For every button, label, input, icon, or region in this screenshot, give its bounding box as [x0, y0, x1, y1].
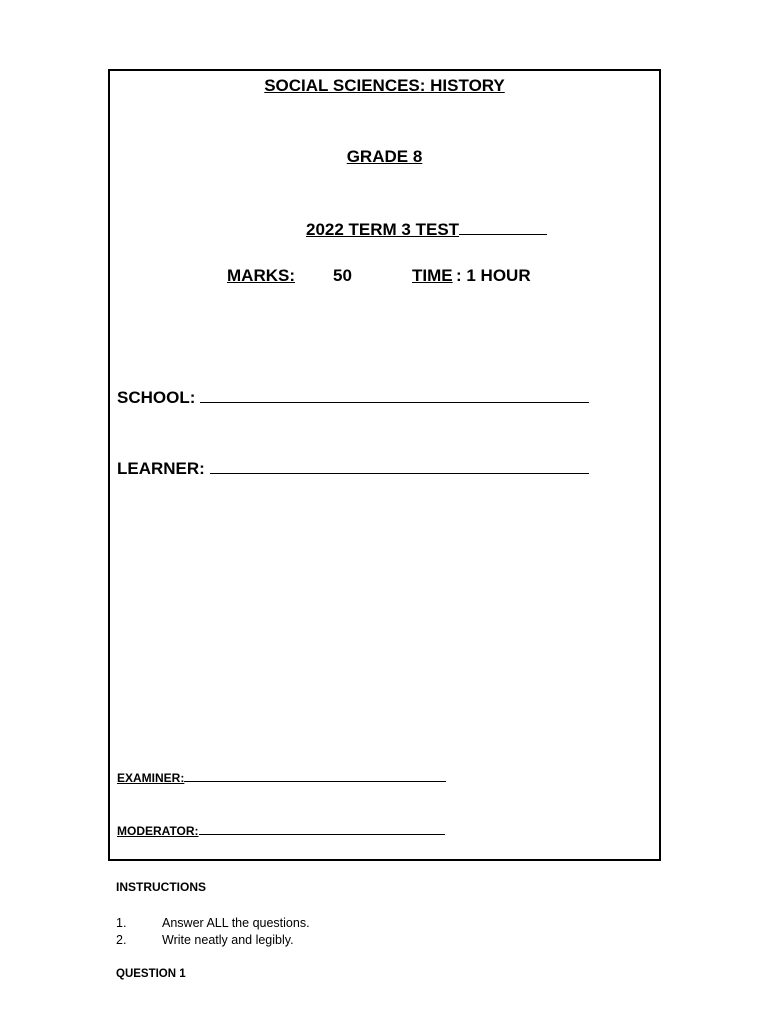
term-underline: [459, 218, 547, 235]
marks-time-row: [110, 266, 659, 288]
question-heading: QUESTION 1: [116, 968, 186, 980]
examiner-label: EXAMINER:: [117, 771, 185, 785]
marks-value: 50: [333, 266, 352, 285]
instructions-title: INSTRUCTIONS: [116, 880, 206, 894]
instruction-number: 1.: [116, 916, 127, 930]
time-label: TIME: [412, 266, 453, 285]
learner-label: LEARNER:: [117, 459, 210, 478]
cover-page-frame: [108, 69, 661, 861]
learner-input-line[interactable]: [210, 456, 589, 474]
learner-field: [117, 456, 589, 479]
term-title: [306, 218, 547, 240]
marks-label: MARKS:: [227, 266, 295, 285]
instruction-number: 2.: [116, 933, 127, 947]
school-field: [117, 385, 589, 408]
instruction-text: Answer ALL the questions.: [162, 916, 310, 930]
instruction-text: Write neatly and legibly.: [162, 933, 294, 947]
school-input-line[interactable]: [200, 385, 589, 403]
moderator-signature-line[interactable]: [199, 822, 445, 835]
examiner-field: [117, 769, 446, 785]
subject-title: SOCIAL SCIENCES: HISTORY: [264, 76, 505, 95]
term-text: 2022 TERM 3 TEST: [306, 220, 460, 239]
moderator-field: [117, 822, 445, 838]
moderator-label: MODERATOR:: [117, 824, 199, 838]
school-label: SCHOOL:: [117, 388, 201, 407]
time-value: : 1 HOUR: [456, 266, 531, 285]
grade-title: GRADE 8: [346, 147, 423, 166]
examiner-signature-line[interactable]: [184, 769, 446, 782]
